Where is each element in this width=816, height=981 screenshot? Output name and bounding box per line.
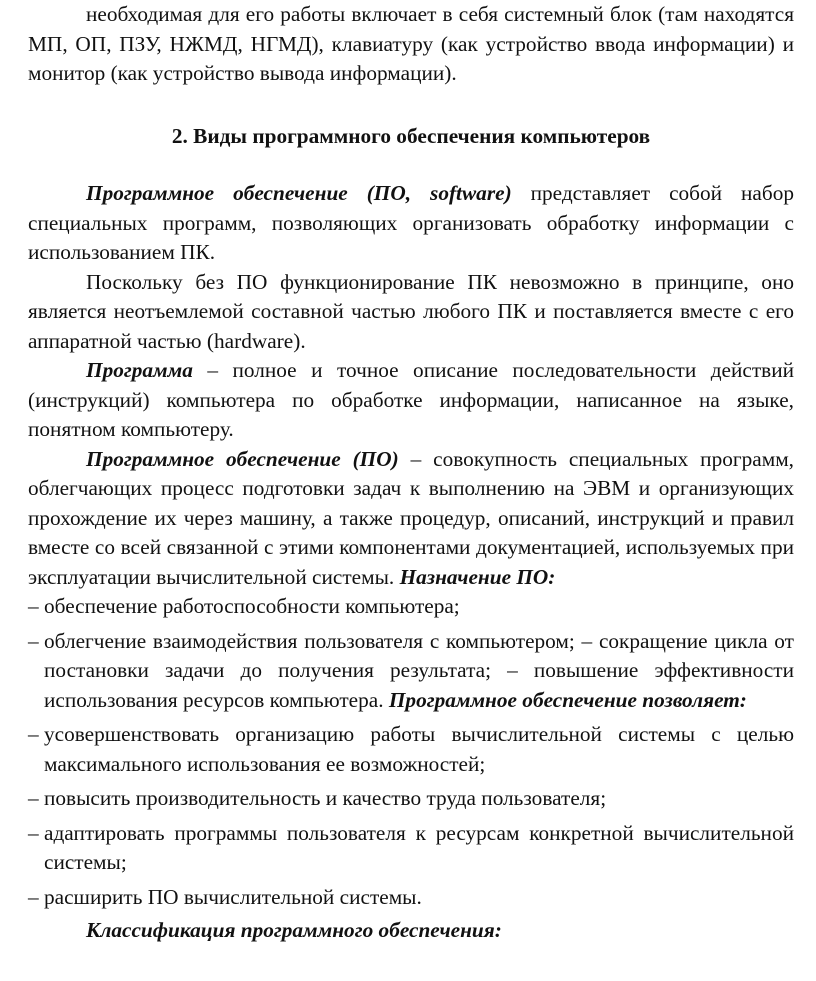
dash-marker: – — [28, 820, 39, 845]
dash-marker: – — [28, 884, 39, 909]
list-item — [28, 819, 794, 878]
list-item-text: повысить производительность и качество труда пользователя; — [44, 786, 607, 810]
list-item-text: обеспечение работоспособности компьютера; — [44, 594, 460, 618]
classification-paragraph — [28, 916, 794, 946]
dash-marker: – — [28, 722, 39, 746]
paragraph-po-definition — [28, 445, 794, 593]
paragraph-software-definition — [28, 179, 794, 268]
paragraph-hardware — [28, 268, 794, 357]
term-program: Программа — [86, 358, 193, 382]
paragraph-text: Поскольку без ПО функционирование ПК невозможно в принципе, оно является неотъемлемой составной частью любого ПК и поставляется вместе с его аппаратной частью (hardware). — [28, 269, 794, 353]
list-item — [28, 883, 794, 913]
list-item-text: облегчение взаимодействия пользователя с компьютером; – сокращение цикла от постановки задачи до получения результата; – повышение эффективности использования ресурсов компьютера. — [44, 628, 794, 712]
purpose-heading: Назначение ПО: — [399, 564, 556, 589]
list-item — [28, 784, 794, 814]
list-item — [28, 592, 794, 622]
paragraph-text: – полное и точное описание последовательности действий (инструкций) компьютера по обработке информации, написанное на языке, понятном компьютеру. — [28, 358, 794, 441]
dash-marker: – — [28, 786, 39, 810]
list-item-text: адаптировать программы пользователя к ресурсам конкретной вычислительной системы; — [44, 820, 794, 874]
term-software: Программное обеспечение (ПО, software) — [86, 181, 512, 205]
list-item-text: расширить ПО вычислительной системы. — [44, 884, 422, 909]
list-item-text: усовершенствовать организацию работы вычислительной системы с целью максимального использования ее возможностей; — [44, 722, 794, 776]
dash-marker: – — [28, 594, 39, 618]
term-po: Программное обеспечение (ПО) — [86, 446, 399, 471]
classification-heading: Классификация программного обеспечения: — [86, 918, 502, 942]
allows-heading: Программное обеспечение позволяет: — [388, 687, 747, 712]
list-item — [28, 720, 794, 779]
list-item — [28, 627, 794, 716]
intro-paragraph: необходимая для его работы включает в себя системный блок (там находятся МП, ОП, ПЗУ, НЖМД, НГМД), клавиатуру (как устройство ввода информации) и монитор (как устройство вывода информации). — [28, 2, 794, 85]
purpose-list — [28, 592, 794, 912]
dash-marker: – — [28, 628, 39, 653]
body-text — [28, 179, 794, 946]
paragraph-program-definition — [28, 356, 794, 445]
paragraph-text: представляет собой набор специальных программ, позволяющих организовать обработку информации с использованием ПК. — [28, 181, 794, 264]
paragraph-text: – совокупность специальных программ, облегчающих процесс подготовки задач к выполнению на ЭВМ и организующих прохождение их через машину, а также процедур, описаний, инструкций и правил вместе со всей связанной с этими компонентами документацией, используемых при эксплуатации вычислительной системы. — [28, 446, 794, 589]
section-heading: 2. Виды программного обеспечения компьютеров — [171, 124, 651, 148]
